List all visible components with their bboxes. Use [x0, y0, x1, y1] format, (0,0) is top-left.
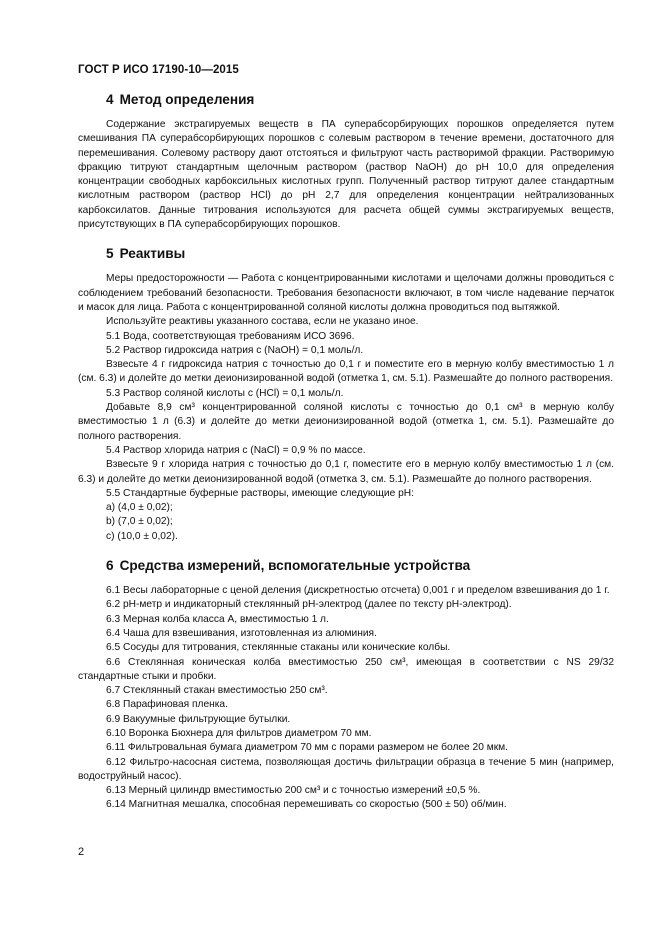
section-heading	[78, 244, 614, 264]
section-title: Средства измерений, вспомогательные устройства	[119, 558, 471, 574]
paragraph: 6.9 Вакуумные фильтрующие бутылки.	[106, 713, 291, 725]
paragraph: 6.4 Чаша для взвешивания, изготовленная из алюминия.	[106, 627, 377, 639]
section-6	[78, 556, 614, 813]
document-body	[78, 90, 614, 825]
paragraph: 6.2 pH-метр и индикаторный стеклянный pH-электрод (далее по тексту pH-электрод).	[106, 599, 512, 611]
paragraph: 6.7 Стеклянный стакан вместимостью 250 см³.	[106, 685, 328, 697]
section-number: 5	[106, 246, 114, 262]
section-number: 6	[106, 558, 114, 574]
paragraph: 6.3 Мерная колба класса А, вместимостью 1 л.	[106, 613, 329, 625]
paragraph: Содержание экстрагируемых веществ в ПА суперабсорбирующих порошков определяется путем смешивания ПА суперабсорбирующих порошков с солевым раствором в течение времени, достаточного для перемешивания. Солевому раствору дают отстояться и фильтруют часть растворимой фракции. Растворимую фракцию титруют стандартным щелочным раствором (раствор NaOH) до pH 10,0 для определения концентрации свободных карбоксильных кислотных групп. Полученный раствор титруют далее стандартным кислотным раствором (раствор HCl) до pH 2,7 для определения концентрации нейтрализованных карбоксилатов. Данные титрования используются для расчета общей суммы экстрагируемых веществ, присутствующих в ПА суперабсорбирующих порошков.	[78, 119, 614, 231]
paragraph: 5.3 Раствор соляной кислоты c (HCl) = 0,1 моль/л.	[106, 387, 344, 399]
paragraph: 5.4 Раствор хлорида натрия c (NaCl) = 0,9 % по массе.	[106, 444, 366, 456]
paragraph: 6.14 Магнитная мешалка, способная перемешивать со скоростью (500 ± 50) об/мин.	[106, 799, 507, 811]
paragraph: 6.11 Фильтровальная бумага диаметром 70 мм с порами размером не более 20 мкм.	[106, 742, 509, 754]
paragraph: 6.1 Весы лабораторные с ценой деления (дискретностью отсчета) 0,001 г и пределом взвешивания до 1 г.	[106, 585, 610, 597]
paragraph: Меры предосторожности — Работа с концентрированными кислотами и щелочами должны проводиться с соблюдением требований безопасности. Требования безопасности включают, в том числе надевание перчаток и масок для лица. Работа с концентрированной соляной кислоты должна проводиться под вытяжкой.	[78, 273, 614, 313]
paragraph: 6.6 Стеклянная коническая колба вместимостью 250 см³, имеющая в соответствии с NS 29/32 стандартные стыки и пробки.	[78, 656, 614, 682]
section-title: Метод определения	[119, 92, 255, 107]
paragraph: 5.2 Раствор гидроксида натрия c (NaOH) = 0,1 моль/л.	[106, 344, 364, 356]
paragraph: 6.8 Парафиновая пленка.	[106, 699, 228, 711]
paragraph: 6.13 Мерный цилиндр вместимостью 200 см³ и с точностью измерений ±0,5 %.	[106, 785, 481, 797]
paragraph: b) (7,0 ± 0,02);	[106, 516, 173, 528]
paragraph: 6.5 Сосуды для титрования, стеклянные стаканы или конические колбы.	[106, 642, 451, 654]
page-number: 2	[78, 846, 85, 858]
paragraph: Взвесьте 4 г гидроксида натрия с точностью до 0,1 г и поместите его в мерную колбу вместимостью 1 л (см. 6.3) и долейте до метки деионизированной водой (отметка 1, см. 5.1). Размешайте до полного растворения.	[78, 359, 614, 385]
paragraph: 6.10 Воронка Бюхнера для фильтров диаметром 70 мм.	[106, 727, 372, 739]
paragraph: Используйте реактивы указанного состава, если не указано иное.	[106, 316, 419, 328]
paragraph: с) (10,0 ± 0,02).	[106, 530, 178, 542]
section-4	[78, 90, 614, 232]
standard-header: ГОСТ Р ИСО 17190-10—2015	[78, 64, 239, 76]
paragraph: а) (4,0 ± 0,02);	[106, 502, 173, 514]
paragraph: 5.1 Вода, соответствующая требованиям ИСО 3696.	[106, 330, 355, 342]
section-heading	[78, 556, 614, 576]
paragraph: Взвесьте 9 г хлорида натрия с точностью до 0,1 г, поместите его в мерную колбу вместимостью 1 л (см. 6.3) и долейте до метки деионизированной водой (отметка 3, см. 5.1). Размешайте до полного растворения.	[78, 459, 614, 485]
section-number: 4	[106, 92, 114, 107]
paragraph: 5.5 Стандартные буферные растворы, имеющие следующие pH:	[106, 487, 414, 499]
paragraph: Добавьте 8,9 см³ концентрированной соляной кислоты с точностью до 0,1 см³ в мерную колбу вместимостью 1 л (6.3) и долейте до метки деионизированной водой (отметка 1, см. 5.1). Размешайте до полного растворения.	[78, 402, 614, 442]
section-heading	[78, 90, 614, 110]
paragraph: 6.12 Фильтро-насосная система, позволяющая достичь фильтрации образца в течение 5 мин (например, водоструйный насос).	[78, 756, 614, 782]
section-5	[78, 244, 614, 544]
section-title: Реактивы	[119, 246, 186, 262]
